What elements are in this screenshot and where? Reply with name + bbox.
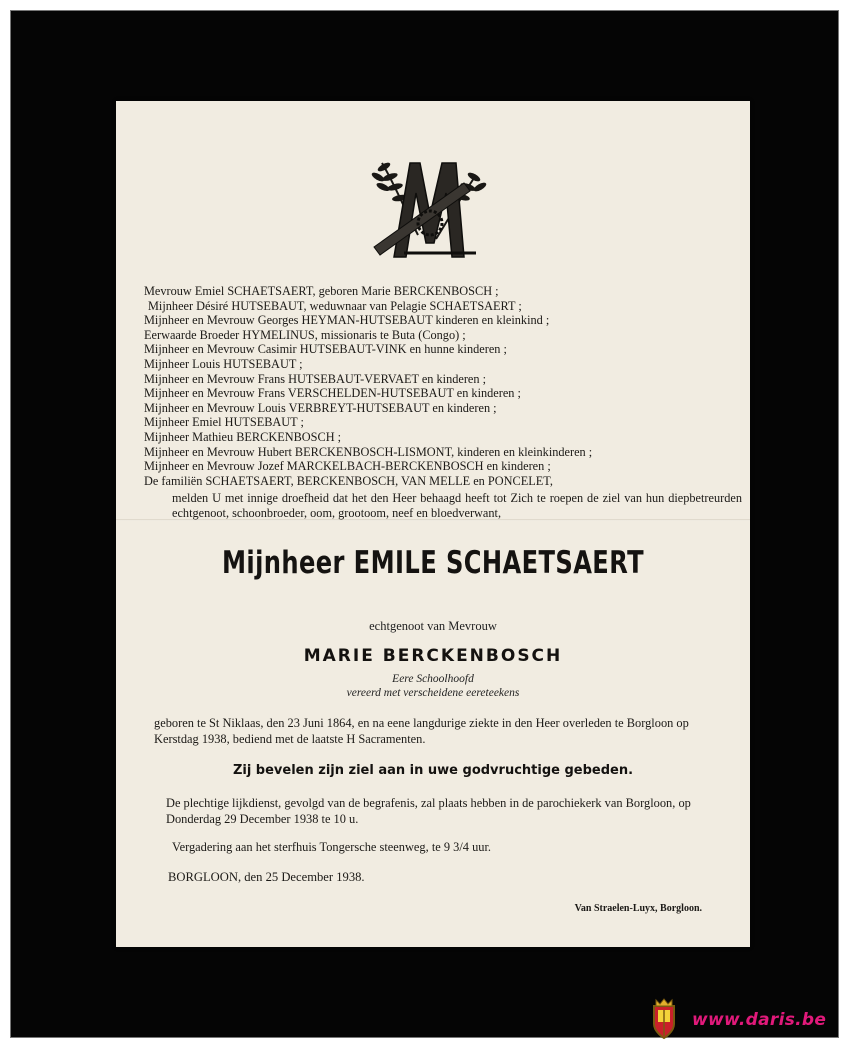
family-line: Eerwaarde Broeder HYMELINUS, missionaris te Buta (Congo) ; <box>144 327 466 342</box>
family-line: Mijnheer en Mevrouw Frans VERSCHELDEN-HUTSEBAUT en kinderen ; <box>144 386 521 401</box>
spouse-honors: vereerd met verscheidene eereteekens <box>346 687 520 699</box>
place-date: BORGLOON, den 25 December 1938. <box>168 870 365 884</box>
prayer-request: Zij bevelen zijn ziel aan in uwe godvruchtige gebeden. <box>232 763 634 778</box>
watermark-url: www.daris.be <box>692 1010 827 1030</box>
printer-credit: Van Straelen-Luyx, Borgloon. <box>574 903 702 914</box>
family-line: Mijnheer Désiré HUTSEBAUT, weduwnaar van Pelagie SCHAETSAERT ; <box>148 298 522 313</box>
family-line: Mijnheer en Mevrouw Frans HUTSEBAUT-VERVAET en kinderen ; <box>144 371 487 386</box>
gathering-text: Vergadering aan het sterfhuis Tongersche steenweg, te 9 3/4 uur. <box>172 840 492 854</box>
family-line: Mijnheer Emiel HUTSEBAUT ; <box>144 415 304 430</box>
funeral-text: De plechtige lijkdienst, gevolgd van de begrafenis, zal plaats hebben in de parochiekerk van Borgloon, op Donderdag 29 December 1938 te 10 u. <box>166 796 691 826</box>
family-line: Mijnheer Mathieu BERCKENBOSCH ; <box>144 429 342 444</box>
death-notice-page <box>116 101 750 947</box>
coat-of-arms-icon <box>648 996 680 1040</box>
family-line: Mijnheer en Mevrouw Jozef MARCKELBACH-BERCKENBOSCH en kinderen ; <box>144 459 551 474</box>
family-list <box>144 284 744 488</box>
family-line: Mevrouw Emiel SCHAETSAERT, geboren Marie BERCKENBOSCH ; <box>144 284 499 298</box>
family-line: De familiën SCHAETSAERT, BERCKENBOSCH, VAN MELLE en PONCELET, <box>144 473 553 488</box>
family-line: Mijnheer en Mevrouw Casimir HUTSEBAUT-VINK en hunne kinderen ; <box>144 342 507 357</box>
announcement-text: melden U met innige droefheid dat het den Heer behaagd heeft tot Zich te roepen de ziel van hun diepbetreurden echtgenoot, schoonbroeder, oom, grootoom, neef en bloedverwant, <box>172 491 742 520</box>
monogram-emblem <box>364 153 492 265</box>
spouse-title: Eere Schoolhoofd <box>392 673 474 685</box>
deceased-name: Mijnheer EMILE SCHAETSAERT <box>221 545 645 581</box>
family-line: Mijnheer Louis HUTSEBAUT ; <box>144 356 303 371</box>
spouse-intro: echtgenoot van Mevrouw <box>369 619 497 633</box>
site-watermark <box>648 996 838 1042</box>
birth-death-text: geboren te St Niklaas, den 23 Juni 1864, en na eene langdurige ziekte in den Heer overleden te Borgloon op Kerstdag 1938, bediend met de laatste H Sacramenten. <box>154 716 689 746</box>
family-line: Mijnheer en Mevrouw Louis VERBREYT-HUTSEBAUT en kinderen ; <box>144 400 497 415</box>
spouse-name: MARIE BERCKENBOSCH <box>303 646 563 666</box>
family-line: Mijnheer en Mevrouw Hubert BERCKENBOSCH-LISMONT, kinderen en kleinkinderen ; <box>144 444 593 459</box>
family-line: Mijnheer en Mevrouw Georges HEYMAN-HUTSEBAUT kinderen en kleinkind ; <box>144 313 550 328</box>
